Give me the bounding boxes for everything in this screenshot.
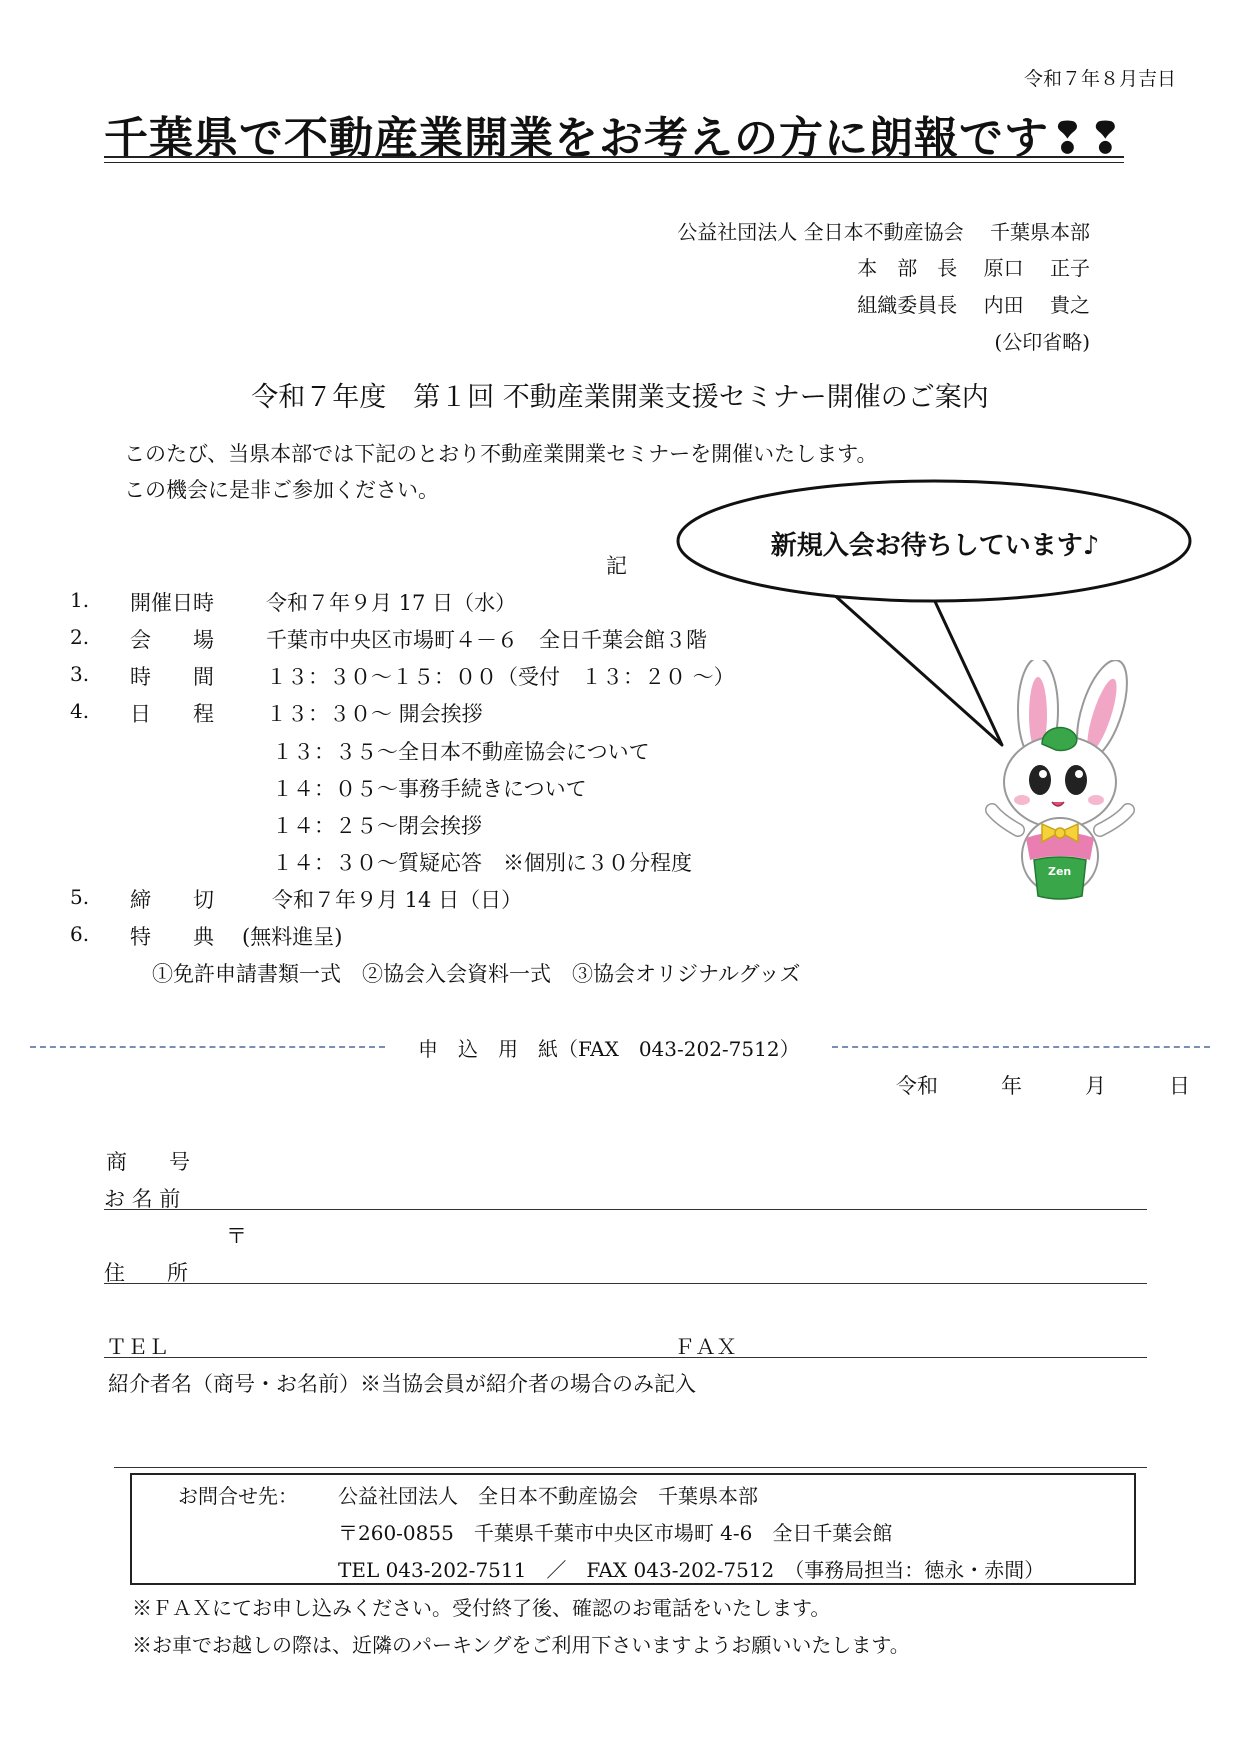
item-label-schedule: 日 程 bbox=[130, 702, 214, 726]
intro-line-1: このたび、当県本部では下記のとおり不動産業開業セミナーを開催いたします。 bbox=[124, 442, 878, 466]
item-value-benefits: (無料進呈) bbox=[242, 925, 343, 949]
title-underline-second bbox=[104, 162, 1124, 163]
item-label-venue: 会 場 bbox=[130, 628, 214, 652]
item-value-schedule: １３：３０～ 開会挨拶 bbox=[266, 702, 483, 726]
address-field-line[interactable] bbox=[104, 1283, 1147, 1284]
form-date-line: 令和 年 月 日 bbox=[896, 1074, 1190, 1098]
schedule-line: １４：０５～事務手続きについて bbox=[272, 777, 587, 801]
contact-address: 〒260-0855 千葉県千葉市中央区市場町 4-6 全日千葉会館 bbox=[338, 1521, 893, 1545]
contact-org: 公益社団法人 全日本不動産協会 千葉県本部 bbox=[338, 1484, 758, 1508]
schedule-line: １４：３０～質疑応答 ※個別に３０分程度 bbox=[272, 851, 692, 875]
intro-line-2: この機会に是非ご参加ください。 bbox=[124, 478, 439, 502]
schedule-line: １３：３５～全日本不動産協会について bbox=[272, 740, 650, 764]
item-label-datetime: 開催日時 bbox=[130, 591, 214, 615]
item-number: 3. bbox=[70, 662, 90, 686]
form-divider-left bbox=[30, 1046, 385, 1048]
seal-omitted-note: (公印省略) bbox=[994, 330, 1090, 354]
item-label-deadline: 締 切 bbox=[130, 888, 214, 912]
seminar-heading: 令和７年度 第１回 不動産業開業支援セミナー開催のご案内 bbox=[251, 382, 989, 413]
tel-label: ＴＥＬ bbox=[106, 1335, 169, 1359]
name-field-line[interactable] bbox=[104, 1209, 1147, 1210]
org-name: 公益社団法人 全日本不動産協会 千葉県本部 bbox=[677, 220, 1090, 244]
contact-label: お問合せ先： bbox=[178, 1484, 298, 1508]
item-number: 4. bbox=[70, 699, 90, 723]
item-number: 2. bbox=[70, 625, 90, 649]
ki-marker: 記 bbox=[606, 554, 627, 578]
org-director: 本 部 長 原口 正子 bbox=[857, 256, 1090, 280]
document-date: 令和７年８月吉日 bbox=[1023, 68, 1176, 90]
item-value-deadline: 令和７年９月 14 日（日） bbox=[272, 888, 523, 912]
rabbit-mascot-icon bbox=[930, 660, 1190, 905]
item-value-datetime: 令和７年９月 17 日（水） bbox=[266, 591, 517, 615]
company-name-label: 商 号 bbox=[106, 1150, 190, 1174]
benefits-list: ①免許申請書類一式 ②協会入会資料一式 ③協会オリジナルグッズ bbox=[152, 962, 801, 986]
schedule-line: １４：２５～閉会挨拶 bbox=[272, 814, 482, 838]
item-value-venue: 千葉市中央区市場町４－６ 全日千葉会館３階 bbox=[266, 628, 707, 652]
item-number: 1. bbox=[70, 588, 90, 612]
postal-mark: 〒 bbox=[226, 1224, 247, 1248]
introducer-field-line[interactable] bbox=[114, 1467, 1147, 1468]
applicant-name-label: お 名 前 bbox=[104, 1187, 181, 1211]
note-parking: ※お車でお越しの際は、近隣のパーキングをご利用下さいますようお願いいたします。 bbox=[132, 1633, 910, 1657]
title-underline bbox=[104, 156, 1124, 158]
org-committee-chair: 組織委員長 内田 貴之 bbox=[857, 293, 1090, 317]
form-title: 申 込 用 紙（FAX 043-202-7512） bbox=[418, 1037, 800, 1061]
form-divider-right bbox=[832, 1046, 1210, 1048]
item-label-time: 時 間 bbox=[130, 665, 214, 689]
title-text: 千葉県で不動産業開業をお考えの方に朗報です bbox=[104, 113, 1049, 164]
address-label: 住 所 bbox=[104, 1261, 188, 1285]
item-label-benefits: 特 典 bbox=[130, 925, 214, 949]
item-value-time: １３：３０～１５：００（受付 １３：２０ ～） bbox=[266, 665, 735, 689]
fax-label: ＦＡＸ bbox=[674, 1335, 737, 1359]
contact-phone-fax: TEL 043-202-7511 ／ FAX 043-202-7512 （事務局担当：徳永・赤間） bbox=[338, 1558, 1045, 1582]
speech-bubble-text: 新規入会お待ちしています♪ bbox=[770, 531, 1100, 561]
item-number: 6. bbox=[70, 922, 90, 946]
note-fax: ※ＦＡＸにてお申し込みください。受付終了後、確認のお電話をいたします。 bbox=[132, 1596, 831, 1620]
item-number: 5. bbox=[70, 885, 90, 909]
mascot-label: Zen bbox=[1048, 865, 1072, 878]
exclamation-icons: ❢❢ bbox=[1049, 113, 1125, 164]
phone-field-line[interactable] bbox=[104, 1357, 1147, 1358]
introducer-label: 紹介者名（商号・お名前）※当協会員が紹介者の場合のみ記入 bbox=[108, 1372, 696, 1396]
